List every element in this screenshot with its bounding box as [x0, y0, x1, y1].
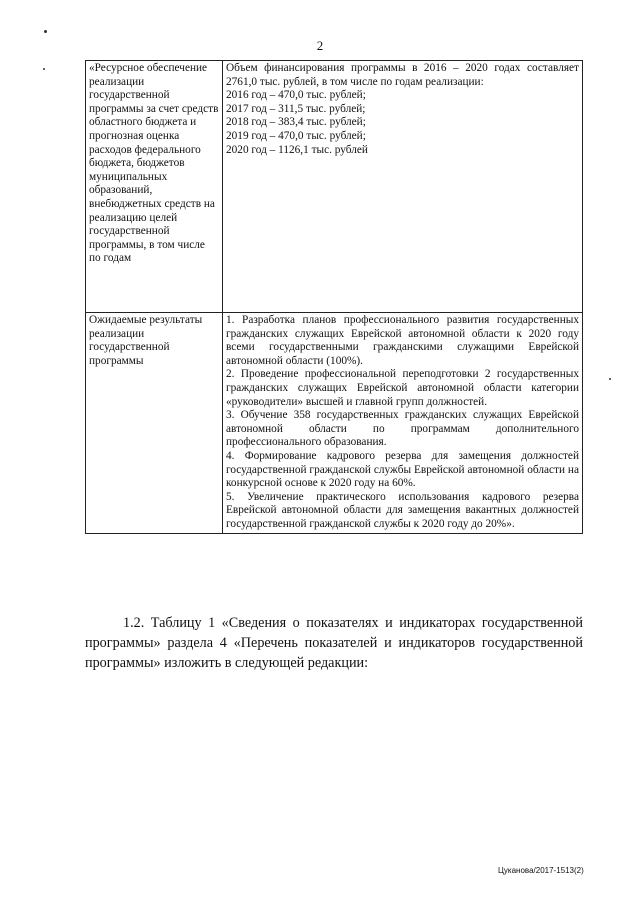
scan-speck — [609, 378, 611, 380]
row-label-results: Ожидаемые результаты реализации государственной программы — [86, 313, 223, 534]
table-row — [86, 61, 583, 313]
table-row — [86, 313, 583, 534]
funding-year-line: 2020 год – 1126,1 тыс. рублей — [226, 143, 368, 156]
row-value-resources — [223, 61, 583, 313]
result-item: 2. Проведение профессиональной переподготовки 2 государственных гражданских служащих Еврейской автономной области категории «руководители» высшей и главной групп должностей. — [226, 368, 579, 408]
result-item: 1. Разработка планов профессионального развития государственных гражданских служащих Еврейской автономной области к 2020 году всеми государственными гражданскими служащими Еврейской автономной области (100%). — [226, 314, 579, 367]
funding-year-line: 2016 год – 470,0 тыс. рублей; — [226, 89, 366, 102]
row-label-resources: «Ресурсное обеспечение реализации государственной программы за счет средств областного бюджета и прогнозная оценка расходов федерального бюджета, бюджетов муниципальных образований, внебюджетных средств на реализацию целей государственной программы, в том числе по годам — [86, 61, 223, 313]
amendment-paragraph: 1.2. Таблицу 1 «Сведения о показателях и индикаторах государственной программы» раздела 4 «Перечень показателей и индикаторов государственной программы» изложить в следующей редакции: — [85, 615, 583, 671]
funding-year-line: 2019 год – 470,0 тыс. рублей; — [226, 129, 366, 142]
result-item: 4. Формирование кадрового резерва для замещения должностей государственной гражданской службы Еврейской автономной области на конкурсной основе к 2020 году на 60%. — [226, 449, 579, 490]
funding-year-line: 2018 год – 383,4 тыс. рублей; — [226, 116, 366, 129]
scan-speck — [44, 30, 47, 33]
scan-speck — [43, 68, 45, 70]
program-passport-table — [85, 60, 583, 534]
document-code: Цуканова/2017-1513(2) — [498, 866, 584, 875]
funding-year-line: 2017 год – 311,5 тыс. рублей; — [226, 102, 366, 115]
result-item: 5. Увеличение практического использования кадрового резерва Еврейской автономной области для замещения вакантных должностей государственной гражданской службы к 2020 году до 20%». — [226, 490, 579, 530]
row-value-results — [223, 313, 583, 534]
funding-intro: Объем финансирования программы в 2016 – 2020 годах составляет 2761,0 тыс. рублей, в том числе по годам реализации: — [226, 62, 579, 88]
page-number: 2 — [316, 38, 324, 53]
result-item: 3. Обучение 358 государственных гражданских служащих Еврейской автономной области по программам дополнительного профессионального образования. — [226, 409, 579, 449]
